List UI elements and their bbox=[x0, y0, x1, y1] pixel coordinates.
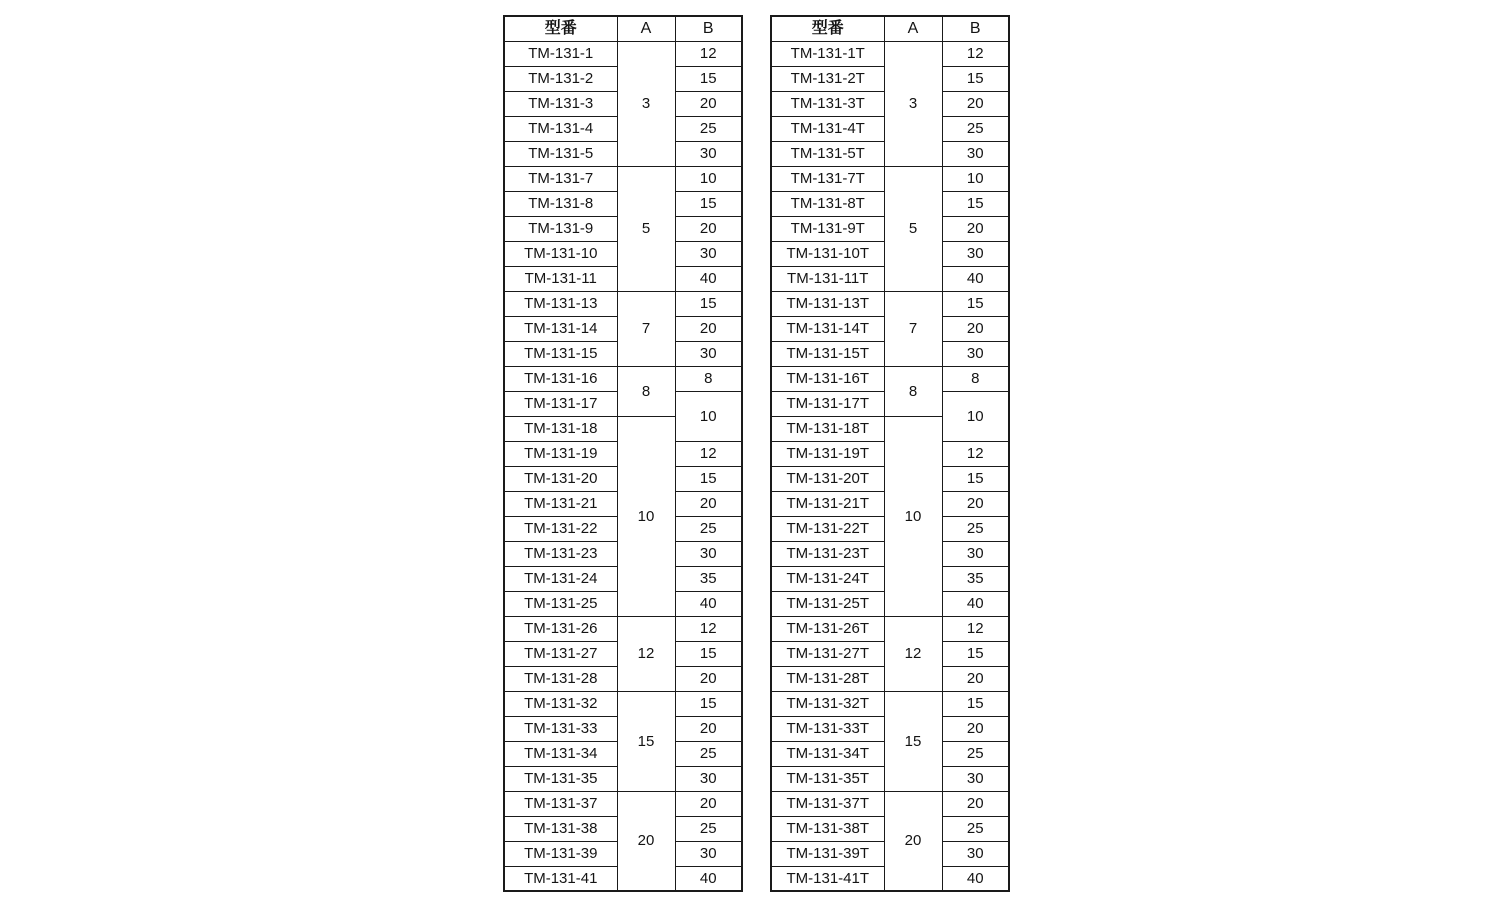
model-cell: TM-131-13T bbox=[771, 291, 884, 316]
a-value-cell: 8 bbox=[617, 366, 675, 416]
table-row bbox=[504, 166, 742, 191]
b-value-cell: 30 bbox=[675, 766, 742, 791]
a-value-cell: 20 bbox=[884, 791, 942, 891]
b-value-cell: 15 bbox=[942, 691, 1009, 716]
b-value-cell: 35 bbox=[675, 566, 742, 591]
b-value-cell: 15 bbox=[942, 641, 1009, 666]
b-value-cell: 20 bbox=[675, 91, 742, 116]
b-value-cell: 30 bbox=[675, 841, 742, 866]
a-value-cell: 8 bbox=[884, 366, 942, 416]
b-value-cell: 25 bbox=[942, 816, 1009, 841]
b-value-cell: 25 bbox=[942, 741, 1009, 766]
b-value-cell: 40 bbox=[675, 591, 742, 616]
a-value-cell: 3 bbox=[617, 41, 675, 166]
a-value-cell: 12 bbox=[617, 616, 675, 691]
b-value-cell: 12 bbox=[942, 41, 1009, 66]
b-value-cell: 20 bbox=[942, 491, 1009, 516]
b-value-cell: 20 bbox=[942, 666, 1009, 691]
model-cell: TM-131-25 bbox=[504, 591, 617, 616]
header-row bbox=[771, 16, 1009, 41]
b-value-cell: 40 bbox=[942, 591, 1009, 616]
model-cell: TM-131-7 bbox=[504, 166, 617, 191]
model-cell: TM-131-15 bbox=[504, 341, 617, 366]
spec-table-right bbox=[770, 15, 1010, 892]
model-cell: TM-131-1T bbox=[771, 41, 884, 66]
model-cell: TM-131-38T bbox=[771, 816, 884, 841]
b-value-cell: 20 bbox=[675, 216, 742, 241]
model-cell: TM-131-5 bbox=[504, 141, 617, 166]
model-cell: TM-131-8T bbox=[771, 191, 884, 216]
b-value-cell: 15 bbox=[675, 691, 742, 716]
model-cell: TM-131-10T bbox=[771, 241, 884, 266]
model-cell: TM-131-21 bbox=[504, 491, 617, 516]
b-value-cell: 25 bbox=[675, 116, 742, 141]
b-value-cell: 15 bbox=[675, 191, 742, 216]
b-value-cell: 20 bbox=[675, 666, 742, 691]
b-value-cell: 40 bbox=[942, 866, 1009, 891]
b-value-cell: 20 bbox=[942, 91, 1009, 116]
b-value-cell: 25 bbox=[675, 741, 742, 766]
b-value-cell: 20 bbox=[942, 716, 1009, 741]
b-value-cell: 40 bbox=[675, 266, 742, 291]
b-value-cell: 8 bbox=[942, 366, 1009, 391]
b-value-cell: 30 bbox=[942, 841, 1009, 866]
column-header-a: A bbox=[617, 16, 675, 41]
model-cell: TM-131-2T bbox=[771, 66, 884, 91]
column-header-model: 型番 bbox=[504, 16, 617, 41]
b-value-cell: 12 bbox=[675, 441, 742, 466]
model-cell: TM-131-34T bbox=[771, 741, 884, 766]
model-cell: TM-131-9 bbox=[504, 216, 617, 241]
model-cell: TM-131-26T bbox=[771, 616, 884, 641]
model-cell: TM-131-33 bbox=[504, 716, 617, 741]
model-cell: TM-131-22 bbox=[504, 516, 617, 541]
table-row bbox=[504, 791, 742, 816]
spec-table-left bbox=[503, 15, 743, 892]
model-cell: TM-131-18T bbox=[771, 416, 884, 441]
table-row bbox=[771, 41, 1009, 66]
b-value-cell: 40 bbox=[675, 866, 742, 891]
b-value-cell: 20 bbox=[942, 216, 1009, 241]
model-cell: TM-131-21T bbox=[771, 491, 884, 516]
model-cell: TM-131-41 bbox=[504, 866, 617, 891]
model-cell: TM-131-16 bbox=[504, 366, 617, 391]
model-cell: TM-131-27T bbox=[771, 641, 884, 666]
a-value-cell: 5 bbox=[884, 166, 942, 291]
table-row bbox=[771, 291, 1009, 316]
model-cell: TM-131-18 bbox=[504, 416, 617, 441]
a-value-cell: 12 bbox=[884, 616, 942, 691]
a-value-cell: 3 bbox=[884, 41, 942, 166]
b-value-cell: 25 bbox=[675, 816, 742, 841]
a-value-cell: 20 bbox=[617, 791, 675, 891]
model-cell: TM-131-5T bbox=[771, 141, 884, 166]
b-value-cell: 12 bbox=[942, 616, 1009, 641]
b-value-cell: 30 bbox=[942, 241, 1009, 266]
b-value-cell: 15 bbox=[675, 291, 742, 316]
model-cell: TM-131-35 bbox=[504, 766, 617, 791]
b-value-cell: 15 bbox=[942, 466, 1009, 491]
table-row bbox=[504, 691, 742, 716]
model-cell: TM-131-26 bbox=[504, 616, 617, 641]
model-cell: TM-131-41T bbox=[771, 866, 884, 891]
b-value-cell: 15 bbox=[942, 191, 1009, 216]
model-cell: TM-131-2 bbox=[504, 66, 617, 91]
b-value-cell: 20 bbox=[675, 316, 742, 341]
model-cell: TM-131-23 bbox=[504, 541, 617, 566]
model-cell: TM-131-17 bbox=[504, 391, 617, 416]
b-value-cell: 15 bbox=[675, 466, 742, 491]
a-value-cell: 7 bbox=[884, 291, 942, 366]
model-cell: TM-131-3T bbox=[771, 91, 884, 116]
a-value-cell: 10 bbox=[884, 416, 942, 616]
b-value-cell: 30 bbox=[675, 541, 742, 566]
model-cell: TM-131-15T bbox=[771, 341, 884, 366]
model-cell: TM-131-32 bbox=[504, 691, 617, 716]
table-row bbox=[771, 791, 1009, 816]
table-row bbox=[504, 291, 742, 316]
model-cell: TM-131-17T bbox=[771, 391, 884, 416]
b-value-cell: 30 bbox=[675, 241, 742, 266]
model-cell: TM-131-7T bbox=[771, 166, 884, 191]
model-cell: TM-131-24 bbox=[504, 566, 617, 591]
model-cell: TM-131-19 bbox=[504, 441, 617, 466]
model-cell: TM-131-39 bbox=[504, 841, 617, 866]
model-cell: TM-131-38 bbox=[504, 816, 617, 841]
model-cell: TM-131-19T bbox=[771, 441, 884, 466]
a-value-cell: 7 bbox=[617, 291, 675, 366]
b-value-cell: 15 bbox=[942, 66, 1009, 91]
b-value-cell: 25 bbox=[942, 516, 1009, 541]
model-cell: TM-131-13 bbox=[504, 291, 617, 316]
column-header-model: 型番 bbox=[771, 16, 884, 41]
model-cell: TM-131-20 bbox=[504, 466, 617, 491]
b-value-cell: 20 bbox=[675, 491, 742, 516]
model-cell: TM-131-22T bbox=[771, 516, 884, 541]
model-cell: TM-131-16T bbox=[771, 366, 884, 391]
b-value-cell: 25 bbox=[942, 116, 1009, 141]
b-value-cell: 35 bbox=[942, 566, 1009, 591]
column-header-b: B bbox=[942, 16, 1009, 41]
a-value-cell: 15 bbox=[617, 691, 675, 791]
b-value-cell: 15 bbox=[942, 291, 1009, 316]
b-value-cell: 15 bbox=[675, 641, 742, 666]
model-cell: TM-131-37T bbox=[771, 791, 884, 816]
model-cell: TM-131-28 bbox=[504, 666, 617, 691]
table-row bbox=[771, 691, 1009, 716]
b-value-cell: 12 bbox=[942, 441, 1009, 466]
model-cell: TM-131-20T bbox=[771, 466, 884, 491]
column-header-b: B bbox=[675, 16, 742, 41]
model-cell: TM-131-14T bbox=[771, 316, 884, 341]
model-cell: TM-131-11T bbox=[771, 266, 884, 291]
header-row bbox=[504, 16, 742, 41]
b-value-cell: 30 bbox=[942, 141, 1009, 166]
table-row bbox=[771, 366, 1009, 391]
model-cell: TM-131-11 bbox=[504, 266, 617, 291]
table-row bbox=[771, 616, 1009, 641]
table-row bbox=[504, 616, 742, 641]
model-cell: TM-131-35T bbox=[771, 766, 884, 791]
b-value-cell: 12 bbox=[675, 616, 742, 641]
b-value-cell: 20 bbox=[942, 316, 1009, 341]
model-cell: TM-131-32T bbox=[771, 691, 884, 716]
b-value-cell: 8 bbox=[675, 366, 742, 391]
b-value-cell: 20 bbox=[675, 716, 742, 741]
model-cell: TM-131-10 bbox=[504, 241, 617, 266]
model-cell: TM-131-37 bbox=[504, 791, 617, 816]
model-cell: TM-131-33T bbox=[771, 716, 884, 741]
b-value-cell: 10 bbox=[675, 166, 742, 191]
model-cell: TM-131-4T bbox=[771, 116, 884, 141]
a-value-cell: 15 bbox=[884, 691, 942, 791]
model-cell: TM-131-39T bbox=[771, 841, 884, 866]
model-cell: TM-131-25T bbox=[771, 591, 884, 616]
b-value-cell: 40 bbox=[942, 266, 1009, 291]
b-value-cell: 10 bbox=[942, 391, 1009, 441]
model-cell: TM-131-14 bbox=[504, 316, 617, 341]
b-value-cell: 20 bbox=[942, 791, 1009, 816]
model-cell: TM-131-24T bbox=[771, 566, 884, 591]
table-row bbox=[504, 41, 742, 66]
model-cell: TM-131-1 bbox=[504, 41, 617, 66]
b-value-cell: 25 bbox=[675, 516, 742, 541]
model-cell: TM-131-8 bbox=[504, 191, 617, 216]
a-value-cell: 10 bbox=[617, 416, 675, 616]
table-row bbox=[504, 366, 742, 391]
model-cell: TM-131-28T bbox=[771, 666, 884, 691]
model-cell: TM-131-27 bbox=[504, 641, 617, 666]
b-value-cell: 20 bbox=[675, 791, 742, 816]
table-row bbox=[771, 166, 1009, 191]
model-cell: TM-131-9T bbox=[771, 216, 884, 241]
model-cell: TM-131-4 bbox=[504, 116, 617, 141]
b-value-cell: 10 bbox=[675, 391, 742, 441]
b-value-cell: 15 bbox=[675, 66, 742, 91]
b-value-cell: 30 bbox=[942, 766, 1009, 791]
b-value-cell: 10 bbox=[942, 166, 1009, 191]
b-value-cell: 12 bbox=[675, 41, 742, 66]
model-cell: TM-131-34 bbox=[504, 741, 617, 766]
model-cell: TM-131-3 bbox=[504, 91, 617, 116]
b-value-cell: 30 bbox=[675, 141, 742, 166]
b-value-cell: 30 bbox=[942, 341, 1009, 366]
model-cell: TM-131-23T bbox=[771, 541, 884, 566]
a-value-cell: 5 bbox=[617, 166, 675, 291]
column-header-a: A bbox=[884, 16, 942, 41]
b-value-cell: 30 bbox=[675, 341, 742, 366]
b-value-cell: 30 bbox=[942, 541, 1009, 566]
